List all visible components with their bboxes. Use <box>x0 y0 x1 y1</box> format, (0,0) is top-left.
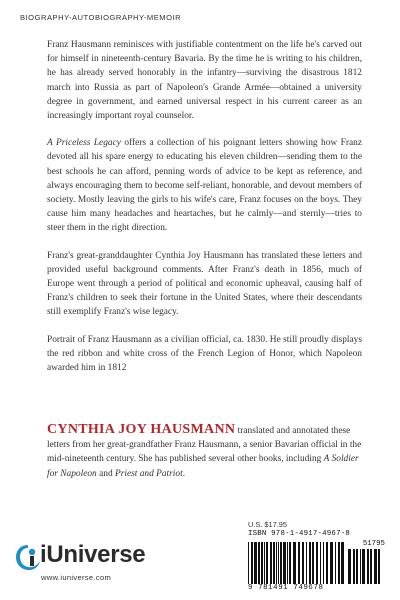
barcode-bar <box>356 549 358 584</box>
barcode-bar <box>251 542 253 584</box>
addon-code: 51795 <box>362 540 385 548</box>
book-title-1: A Soldier for Napoleon <box>47 454 359 479</box>
barcode-bar <box>370 549 372 584</box>
about-text-3: . <box>182 468 186 479</box>
barcode-bar <box>360 549 361 584</box>
barcode-bar <box>302 542 304 584</box>
about-author <box>47 423 367 481</box>
barcode-bar <box>276 542 277 584</box>
barcode-bar <box>353 549 355 584</box>
price-label: U.S. $17.95 <box>248 520 288 529</box>
about-text-2: and <box>96 468 115 479</box>
blurb-paragraph-1: Franz Hausmann reminisces with justifiable contentment on the life he's carved out for himself in nineteenth-century Bavaria. By the time he is writing to his children, he has already served honorably in the infantry—surviving the disastrous 1812 march into Russia as part of Napoleon's Grande Armée—obtained a university degree in government, and earned universal respect in his current career as an increasingly important royal counselor. <box>47 40 362 122</box>
barcode-bar <box>273 542 275 584</box>
about-text-1: translated and annotated these letters from her great-grandfather Franz Hausmann, a senior Bavarian official in the mid-nineteenth century. She has published several other books, including <box>47 426 362 465</box>
barcode-bar <box>258 542 260 584</box>
isbn-label: ISBN 978-1-4917-4967-8 <box>248 530 350 538</box>
barcode-bar <box>348 549 351 584</box>
barcode-bar <box>330 542 333 584</box>
addon-barcode-bars <box>348 549 384 584</box>
barcode-bar <box>261 542 263 584</box>
barcode-bar <box>278 542 279 584</box>
barcode-bar <box>320 542 321 584</box>
barcode-digits: 9 781491 749678 <box>248 584 324 592</box>
publisher-logo <box>15 540 185 590</box>
barcode-bar <box>316 542 318 584</box>
barcode-bar <box>338 542 340 584</box>
barcode-bar <box>264 542 265 584</box>
barcode-bar <box>266 542 268 584</box>
barcode-bar <box>326 542 328 584</box>
barcode-bar <box>270 542 272 584</box>
barcode-bar <box>298 542 300 584</box>
author-name: CYNTHIA JOY HAUSMANN <box>47 422 236 437</box>
barcode-bar <box>306 542 307 584</box>
blurb-paragraph-3: Franz's great-granddaughter Cynthia Joy Hausmann has translated these letters and provided useful background comments. After Franz's death in 1856, much of Europe went through a period of political and economic upheaval, causing half of Franz's children to seek their fortune in the United States, where their descendants still exemplify Franz's wise legacy. <box>47 250 362 318</box>
barcode-bar <box>367 549 369 584</box>
barcode-bar <box>323 542 324 584</box>
barcode-bar <box>287 542 288 584</box>
barcode-bar <box>374 549 377 584</box>
blurb <box>47 38 362 384</box>
category-label: BIOGRAPHY-AUTOBIOGRAPHY-MEMOIR <box>20 13 182 22</box>
barcode-bar <box>378 549 380 584</box>
barcode-bar <box>248 542 249 584</box>
barcode-bar <box>289 542 291 584</box>
barcode-bar <box>341 542 344 584</box>
publisher-name: iUniverse <box>40 541 146 568</box>
book-title: A Priceless Legacy <box>47 138 121 149</box>
iuniverse-swirl-icon <box>15 542 41 572</box>
barcode-bar <box>309 542 311 584</box>
ean-barcode-bars <box>248 542 344 584</box>
blurb-paragraph-2-text: offers a collection of his poignant letters showing how Franz devoted all his spare energy to educating his eleven children—sending them to the best schools he can afford, penning words of advice to be kept as reference, and always encouraging them to become self-reliant, honorable, and devout members of society. Mostly leaving the girls to his wife's care, Franz focuses on the boys. They cause him many headaches and heartaches, but he calmly—and sternly—tries to steer them in the right direction. <box>47 138 362 234</box>
barcode-bar <box>254 542 257 584</box>
barcode-bar <box>283 542 286 584</box>
barcode-bar <box>312 542 314 584</box>
barcode-bar <box>293 542 296 584</box>
barcode-bar <box>335 542 336 584</box>
barcode-bar <box>280 542 282 584</box>
portrait-caption: Portrait of Franz Hausmann as a civilian official, ca. 1830. He still proudly displays the red ribbon and white cross of the French Legion of Honor, which Napoleon awarded him in 1812 <box>47 334 362 374</box>
blurb-paragraph-2 <box>47 136 362 235</box>
book-title-2: Priest and Patriot <box>114 468 183 479</box>
publisher-url: www.iuniverse.com <box>41 573 112 582</box>
barcode-bar <box>362 549 365 584</box>
isbn-barcode <box>248 530 385 594</box>
